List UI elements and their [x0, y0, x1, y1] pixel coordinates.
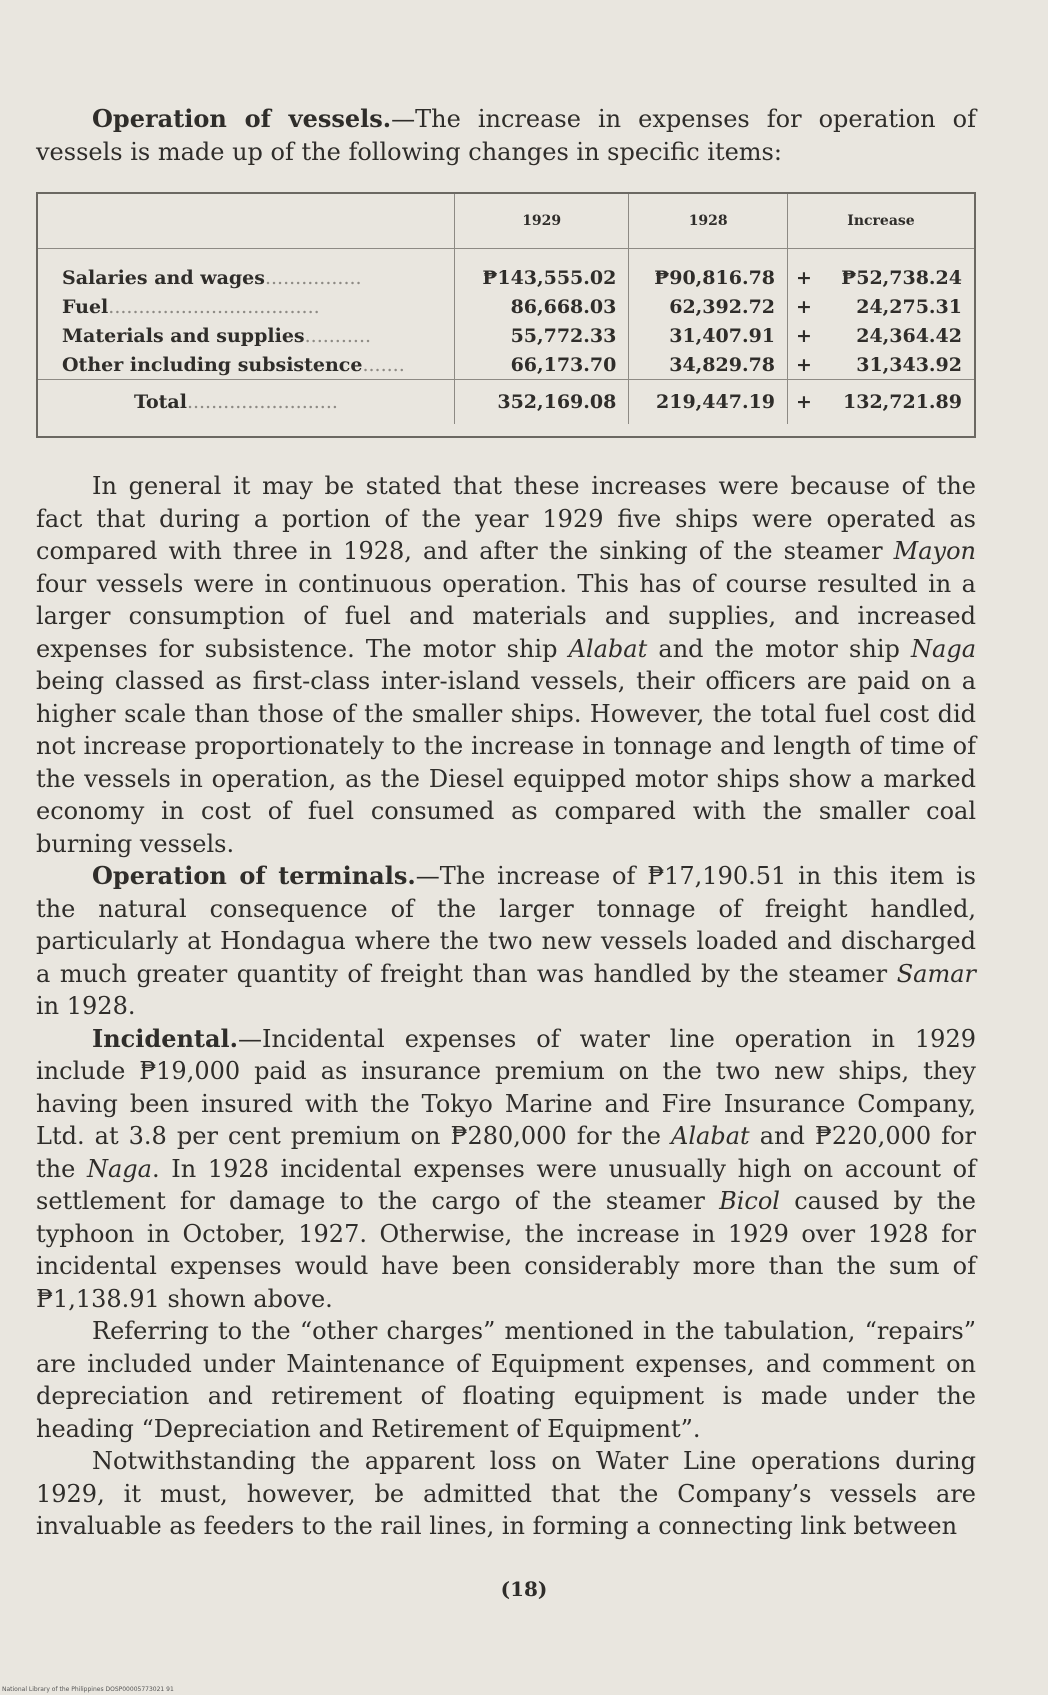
intro-text: —The increase in expenses for operation of vessels is made up of the following changes in specific items:: [36, 105, 976, 166]
plus-sign: +: [796, 324, 812, 347]
cell-increase: 31,343.92: [856, 353, 962, 376]
header-1928: 1928: [629, 194, 788, 249]
cell-increase: ₱52,738.24: [841, 266, 962, 289]
expense-table: [36, 192, 976, 438]
paragraph-incidental: Incidental.—Incidental expenses of water line operation in 1929 include ₱19,000 paid as insurance premium on the two new ships, they having been insured with the Tokyo Marine and Fire Insurance Company, Ltd. at 3.8 per cent premium on ₱280,000 for the Alabat and ₱220,000 for the Naga. In 1928 incidental expenses were unusually high on account of settlement for damage to the cargo of the steamer Bicol caused by the typhoon in October, 1927. Otherwise, the increase in 1929 over 1928 for incidental expenses would have been considerably more than the sum of ₱1,138.91 shown above.: [36, 1023, 977, 1313]
cell-1928: 34,829.78: [629, 350, 788, 380]
cell-increase: 24,364.42: [856, 324, 962, 347]
table-row: Other including subsistence....... 66,173.70 34,829.78 + 31,343.92: [38, 350, 974, 380]
plus-sign: +: [796, 391, 812, 413]
body-text: [36, 470, 976, 1543]
cell-increase: 24,275.31: [856, 295, 962, 318]
paragraph-general: In general it may be stated that these increases were because of the fact that during a portion of the year 1929 five ships were operated as compared with three in 1928, and after the sinking of the steamer Mayon four vessels were in continuous operation. This has of course resulted in a larger consumption of fuel and materials and supplies, and increased expenses for subsistence. The motor ship Alabat and the motor ship Naga being classed as first-class inter-island vessels, their officers are paid on a higher scale than those of the smaller ships. However, the total fuel cost did not increase proportionately to the increase in tonnage and length of time of the vessels in operation, as the Diesel equipped motor ships show a marked economy in cost of fuel consumed as compared with the smaller coal burning vessels.: [36, 472, 976, 858]
header-1929: 1929: [455, 194, 629, 249]
page-number: (18): [500, 1577, 548, 1601]
total-increase: 132,721.89: [843, 391, 962, 413]
cell-1928: 62,392.72: [629, 292, 788, 321]
table-header-row: [38, 194, 974, 249]
table-total-row: Total......................... 352,169.08 219,447.19 + 132,721.89: [38, 380, 974, 425]
cell-1929: 55,772.33: [455, 321, 629, 350]
table-row: Fuel................................... 86,668.03 62,392.72 + 24,275.31: [38, 292, 974, 321]
paragraph-notwithstanding: Notwithstanding the apparent loss on Water Line operations during 1929, it must, however, be admitted that the Company’s vessels are invaluable as feeders to the rail lines, in forming a connecting link between: [36, 1447, 976, 1540]
paragraph-terminals: Operation of terminals.—The increase of ₱17,190.51 in this item is the natural consequence of the larger tonnage of freight handled, particularly at Hondagua where the two new vessels loaded and discharged a much greater quantity of freight than was handled by the steamer Samar in 1928.: [36, 861, 976, 1020]
cell-1929: ₱143,555.02: [455, 249, 629, 293]
table-row: Salaries and wages................ ₱143,555.02 ₱90,816.78 + ₱52,738.24: [38, 249, 974, 293]
row-label: Salaries and wages: [62, 266, 265, 289]
header-blank: [38, 194, 455, 249]
intro-paragraph: [36, 103, 976, 168]
row-label: Materials and supplies: [62, 324, 305, 347]
total-1929: 352,169.08: [455, 380, 629, 425]
cell-1928: ₱90,816.78: [629, 249, 788, 293]
total-label: Total: [134, 391, 187, 413]
plus-sign: +: [796, 266, 812, 289]
cell-1928: 31,407.91: [629, 321, 788, 350]
plus-sign: +: [796, 295, 812, 318]
row-label: Other including subsistence: [62, 353, 363, 376]
cell-1929: 86,668.03: [455, 292, 629, 321]
cell-1929: 66,173.70: [455, 350, 629, 380]
row-label: Fuel: [62, 295, 109, 318]
header-increase: Increase: [788, 194, 974, 249]
library-stamp: National Library of the Philippines DOSP00005773021 91: [2, 1686, 174, 1693]
table-row: Materials and supplies........... 55,772.33 31,407.91 + 24,364.42: [38, 321, 974, 350]
intro-heading: Operation of vessels.: [92, 104, 392, 133]
plus-sign: +: [796, 353, 812, 376]
total-1928: 219,447.19: [629, 380, 788, 425]
paragraph-other-charges: Referring to the “other charges” mentioned in the tabulation, “repairs” are included under Maintenance of Equipment expenses, and comment on depreciation and retirement of floating equipment is made under the heading “Depreciation and Retirement of Equipment”.: [36, 1317, 976, 1443]
